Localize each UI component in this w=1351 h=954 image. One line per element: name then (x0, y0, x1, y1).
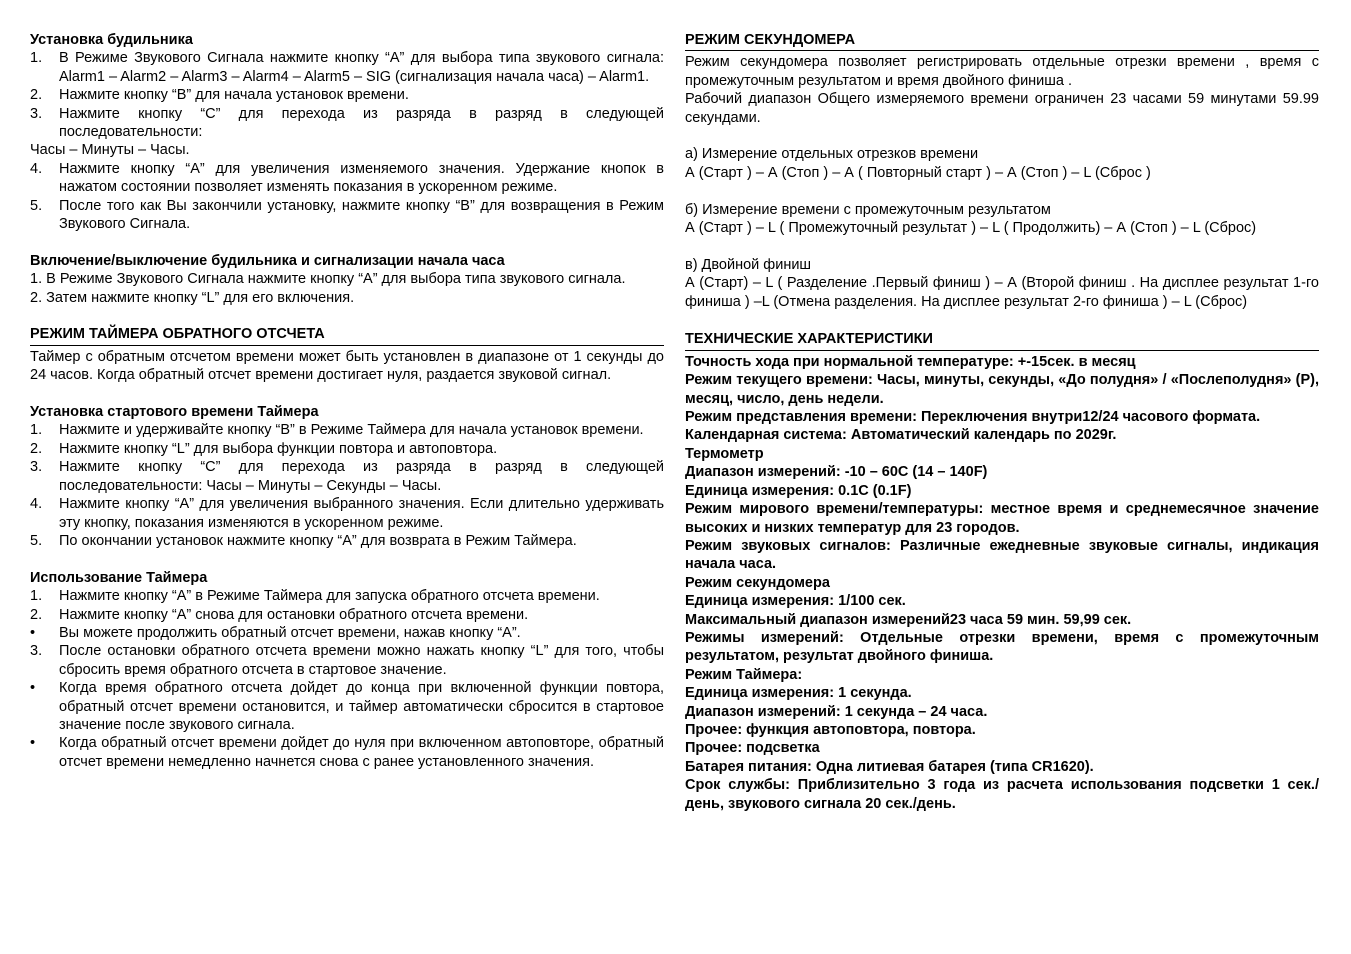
alarm-toggle-item-1: 1. В Режиме Звукового Сигнала нажмите кнопку “А” для выбора типа звукового сигнала. (30, 271, 626, 288)
alarm-setup-b-text: После того как Вы закончили установку, нажмите кнопку “В” для возвращения в Режим Звукового Сигнала. (59, 197, 664, 233)
timer-setup-text: По окончании установок нажмите кнопку “А” для возврата в Режим Таймера. (59, 532, 577, 549)
alarm-setup-title: Установка будильника (30, 32, 193, 48)
spec-line: Режим мирового времени/температуры: местное время и среднемесячное значение высоких и низких температур для 23 городов. (685, 501, 1319, 536)
alarm-setup-text: Нажмите кнопку “С” для перехода из разряда в разряд в следующей последовательности: (59, 105, 664, 141)
timer-use-marker: • (30, 735, 36, 752)
timer-use-marker: 3. (30, 643, 43, 660)
timer-setup-marker: 5. (30, 532, 43, 549)
right-column (685, 31, 1319, 813)
alarm-toggle-title: Включение/выключение будильника и сигнализации начала часа (30, 252, 505, 269)
spec-line: Единица измерения: 1 секунда. (685, 685, 912, 702)
alarm-setup-text: В Режиме Звукового Сигнала нажмите кнопку “А” для выбора типа звукового сигнала: Alarm1 – Alarm2 – Alarm3 – Alarm4 – Alarm5 – SIG (сигнализация начала часа) – Alarm1. (59, 50, 664, 85)
alarm-setup-b-marker: 5. (30, 197, 43, 214)
spec-line: Диапазон измерений: -10 – 60С (14 – 140F) (685, 464, 988, 481)
timer-setup-list (30, 421, 664, 550)
alarm-setup-text: Нажмите кнопку “В” для начала установок времени. (59, 87, 409, 104)
alarm-setup-b-marker: 4. (30, 160, 43, 177)
alarm-setup-item-1 (30, 49, 664, 86)
timer-mode-text: Таймер с обратным отсчетом времени может быть установлен в диапазоне от 1 секунды до 24 часов. Когда обратный отсчет времени достигает нуля, раздается звуковой сигнал. (30, 348, 664, 384)
timer-use-item-5 (30, 679, 664, 734)
timer-use-item-6 (30, 734, 664, 771)
timer-setup-marker: 3. (30, 459, 43, 476)
spec-line: Режим представления времени: Переключения внутри12/24 часового формата. (685, 409, 1261, 426)
alarm-setup-b-item-1 (30, 160, 664, 197)
spec-line: Прочее: функция автоповтора, повтора. (685, 721, 976, 738)
stopwatch-b-title: б) Измерение времени с промежуточным результатом (685, 201, 1051, 218)
spec-line: Срок службы: Приблизительно 3 года из расчета использования подсветки 1 сек./день, звукового сигнала 20 сек./день. (685, 777, 1319, 812)
timer-setup-text: Нажмите кнопку “А” для увеличения выбранного значения. Если длительно удерживать эту кнопку, показания изменяются в ускоренном режиме. (59, 496, 664, 531)
timer-use-item-3 (30, 624, 664, 642)
alarm-setup-marker: 2. (30, 87, 43, 104)
spec-line: Режим текущего времени: Часы, минуты, секунды, «До полудня» / «Послеполудня» (Р), месяц, число, день недели. (685, 372, 1319, 407)
timer-use-marker: • (30, 680, 36, 697)
timer-setup-title: Установка стартового времени Таймера (30, 404, 319, 421)
timer-use-item-4 (30, 642, 664, 679)
spec-line: Точность хода при нормальной температуре: +-15сек. в месяц (685, 353, 1136, 370)
alarm-setup-item-3 (30, 105, 664, 142)
timer-use-marker: 2. (30, 606, 43, 623)
stopwatch-a-text: А (Старт ) – А (Стоп ) – А ( Повторный старт ) – А (Стоп ) – L (Сброс ) (685, 164, 1151, 181)
stopwatch-c-title: в) Двойной финиш (685, 256, 812, 273)
stopwatch-title: РЕЖИМ СЕКУНДОМЕРА (685, 31, 1319, 51)
timer-setup-text: Нажмите и удерживайте кнопку “В” в Режиме Таймера для начала установок времени. (59, 422, 644, 439)
stopwatch-intro-1: Режим секундомера позволяет регистрировать отдельные отрезки времени , время с промежуточным результатом и время двойного финиша . (685, 54, 1319, 89)
alarm-setup-list-2 (30, 160, 664, 234)
stopwatch-intro-2: Рабочий диапазон Общего измеряемого времени ограничен 23 часами 59 минутами 59.99 секундами. (685, 91, 1319, 126)
alarm-toggle-item-2: 2. Затем нажмите кнопку “L” для его включения. (30, 289, 355, 306)
timer-use-text: Вы можете продолжить обратный отсчет времени, нажав кнопку “А”. (59, 624, 521, 641)
timer-use-text: Когда обратный отсчет времени дойдет до нуля при включенном автоповторе, обратный отсчет времени немедленно начнется снова с ранее установленного значения. (59, 735, 664, 770)
timer-setup-text: Нажмите кнопку “L” для выбора функции повтора и автоповтора. (59, 440, 498, 457)
stopwatch-a-title: а) Измерение отдельных отрезков времени (685, 146, 979, 163)
spec-line: Единица измерения: 0.1С (0.1F) (685, 482, 912, 499)
spec-line: Режим звуковых сигналов: Различные ежедневные звуковые сигналы, индикация начала часа. (685, 537, 1319, 573)
alarm-setup-marker: 3. (30, 105, 43, 122)
alarm-setup-item-2 (30, 86, 664, 104)
timer-setup-item-2 (30, 440, 664, 458)
timer-use-item-1 (30, 587, 664, 605)
spec-line: Максимальный диапазон измерений23 часа 59 мин. 59,99 сек. (685, 611, 1132, 628)
alarm-setup-b-text: Нажмите кнопку “А” для увеличения изменяемого значения. Удержание кнопок в нажатом состоянии позволяет изменять показания в ускоренном режиме. (59, 160, 664, 196)
left-column (30, 31, 664, 771)
stopwatch-c-text: А (Старт) – L ( Разделение .Первый финиш ) – А (Второй финиш . На дисплее результат 1-го финиша ) –L (Отмена разделения. На дисплее результат 2-го финиша ) – L (Сброс) (685, 275, 1319, 310)
alarm-setup-b-item-2 (30, 197, 664, 234)
timer-use-text: Нажмите кнопку “А” снова для остановки обратного отсчета времени. (59, 606, 529, 623)
timer-use-list (30, 587, 664, 771)
timer-use-marker: • (30, 624, 36, 641)
spec-line: Режим секундомера (685, 574, 830, 591)
timer-setup-marker: 4. (30, 496, 43, 513)
spec-line: Термометр (685, 445, 764, 462)
timer-use-title: Использование Таймера (30, 569, 208, 586)
timer-use-item-2 (30, 606, 664, 624)
spec-line: Диапазон измерений: 1 секунда – 24 часа. (685, 703, 988, 720)
timer-setup-item-1 (30, 421, 664, 439)
timer-use-text: После остановки обратного отсчета времени можно нажать кнопку “L” для того, чтобы сбросить время обратного отсчета в стартовое значение. (59, 643, 664, 678)
specs-title: ТЕХНИЧЕСКИЕ ХАРАКТЕРИСТИКИ (685, 330, 1319, 350)
spec-line: Календарная система: Автоматический календарь по 2029г. (685, 427, 1117, 444)
alarm-sequence: Часы – Минуты – Часы. (30, 142, 190, 159)
timer-mode-title: РЕЖИМ ТАЙМЕРА ОБРАТНОГО ОТСЧЕТА (30, 325, 664, 345)
timer-setup-marker: 1. (30, 422, 43, 439)
spec-line: Прочее: подсветка (685, 740, 820, 757)
timer-setup-item-3 (30, 458, 664, 495)
timer-setup-item-5 (30, 532, 664, 550)
timer-setup-text: Нажмите кнопку “С” для перехода из разряда в разряд в следующей последовательности: Часы – Минуты – Секунды – Часы. (59, 459, 664, 494)
timer-setup-marker: 2. (30, 440, 43, 457)
timer-setup-item-4 (30, 495, 664, 532)
stopwatch-b-text: А (Старт ) – L ( Промежуточный результат ) – L ( Продолжить) – А (Стоп ) – L (Сброс) (685, 220, 1257, 237)
timer-use-text: Когда время обратного отсчета дойдет до конца при включенной функции повтора, обратный отсчет времени остановится, и таймер автоматически сбросится в стартовое значение после звукового сигнала. (59, 680, 664, 733)
specs-list (685, 353, 1319, 813)
spec-line: Единица измерения: 1/100 сек. (685, 593, 906, 610)
alarm-setup-list (30, 49, 664, 141)
spec-line: Режим Таймера: (685, 666, 803, 683)
timer-use-marker: 1. (30, 588, 43, 605)
spec-line: Режимы измерений: Отдельные отрезки времени, время с промежуточным результатом, результат двойного финиша. (685, 629, 1319, 665)
spec-line: Батарея питания: Одна литиевая батарея (типа CR1620). (685, 758, 1094, 775)
alarm-setup-marker: 1. (30, 50, 43, 67)
timer-use-text: Нажмите кнопку “А” в Режиме Таймера для запуска обратного отсчета времени. (59, 588, 600, 605)
